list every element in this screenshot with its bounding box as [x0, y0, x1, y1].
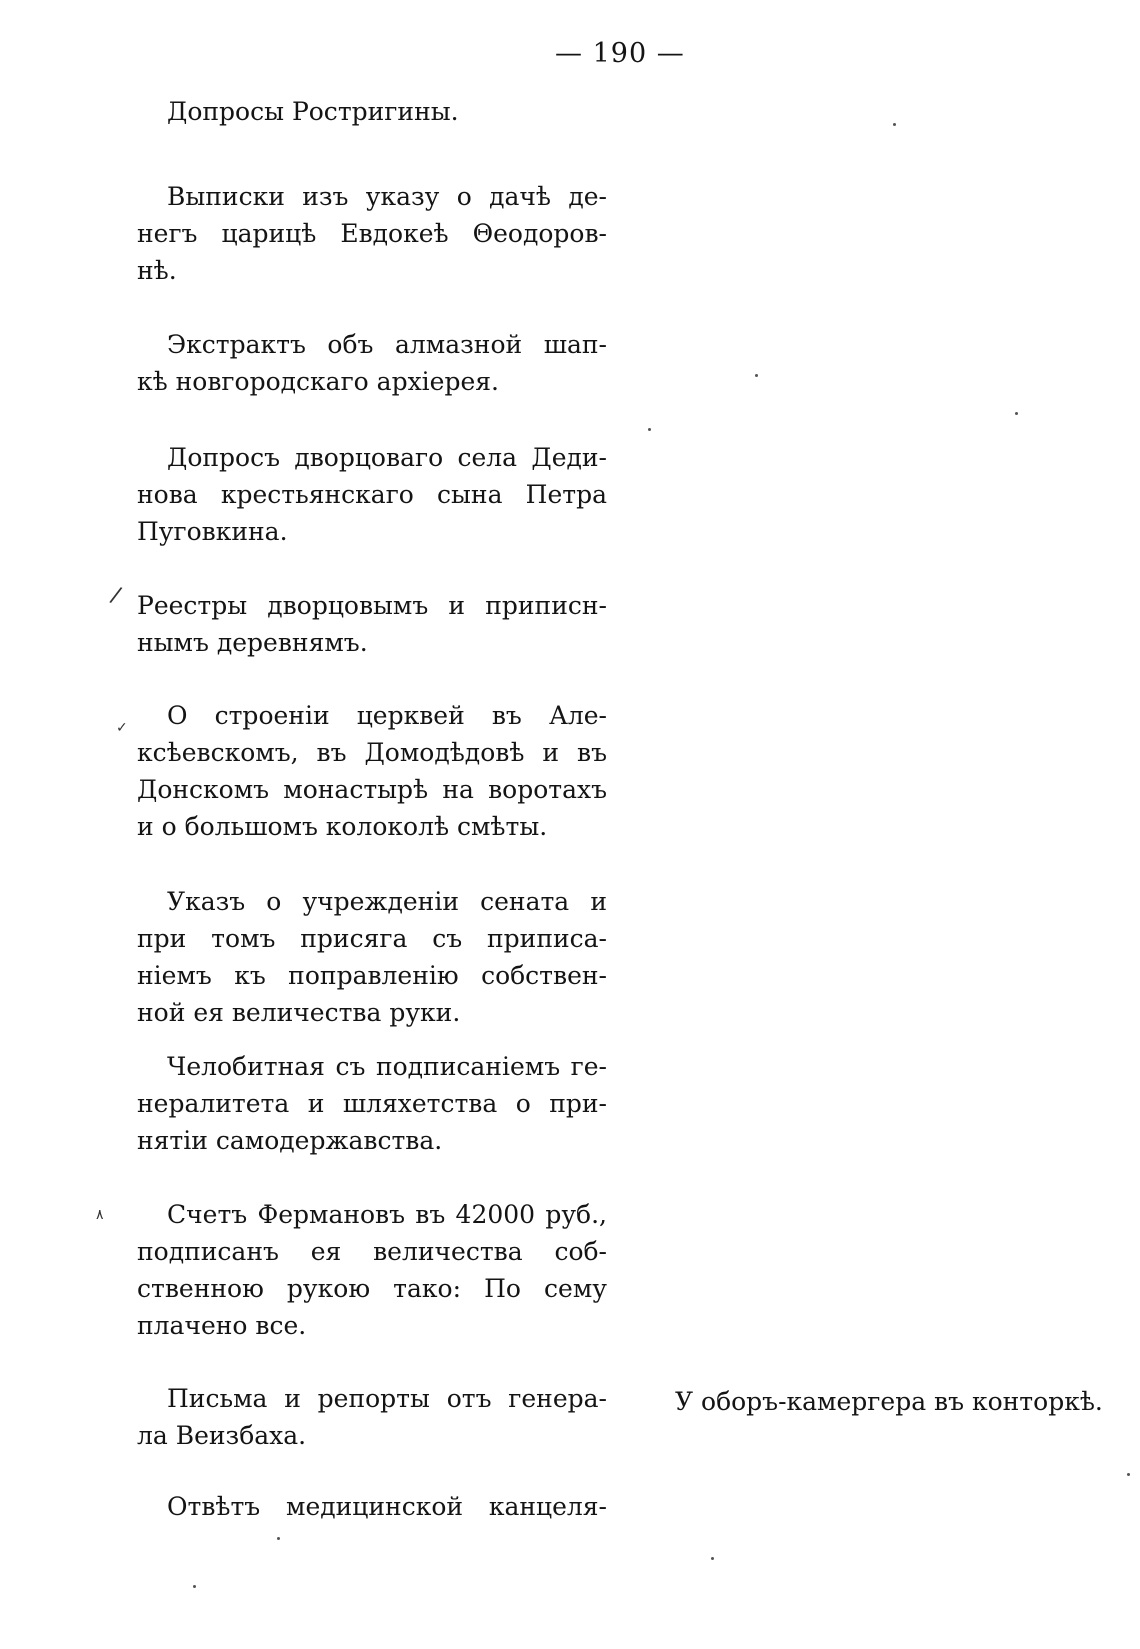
entry-line: Счетъ Фермановъ въ 42000 руб., — [167, 1200, 607, 1229]
entry-line: нымъ деревнямъ. — [137, 628, 368, 657]
scan-speck — [1015, 412, 1018, 415]
entry-line: Челобитная съ подписаніемъ ге- — [167, 1052, 607, 1081]
entry-5 — [137, 697, 607, 845]
entry-line: ніемъ къ поправленію собствен- — [137, 961, 607, 990]
entry-3 — [137, 439, 607, 550]
entry-line: ной ея величества руки. — [137, 998, 461, 1027]
entry-line: Экстрактъ объ алмазной шап- — [167, 330, 607, 359]
entry-line: при томъ присяга съ приписа- — [137, 924, 607, 953]
entry-line: негъ царицѣ Евдокеѣ Θеодоров- — [137, 219, 607, 248]
entry-line: Указъ о учрежденіи сената и — [167, 887, 607, 916]
scan-speck — [755, 374, 758, 377]
entry-4 — [137, 587, 607, 661]
scan-speck — [893, 123, 896, 126]
entry-line: ла Веизбаха. — [137, 1421, 307, 1450]
entry-0 — [137, 93, 607, 130]
entry-line: нѣ. — [137, 256, 177, 285]
entry-line: О строеніи церквей въ Але- — [167, 701, 607, 730]
pencil-tick-mark: ✓ — [116, 720, 128, 736]
entry-line: ксѣевскомъ, въ Домодѣдовѣ и въ — [137, 738, 607, 767]
scan-speck — [277, 1537, 280, 1540]
entry-1 — [137, 178, 607, 289]
side-note: У оборъ-камергера въ конторкѣ. — [675, 1387, 1103, 1416]
scan-speck — [1127, 1473, 1130, 1476]
entry-line: и о большомъ колоколѣ смѣты. — [137, 812, 548, 841]
scan-speck — [648, 428, 651, 431]
entry-line: Допросы Ростригины. — [167, 97, 459, 126]
entry-8 — [137, 1196, 607, 1344]
page-number: — 190 — — [555, 38, 685, 69]
entry-2 — [137, 326, 607, 400]
entry-line: нералитета и шляхетства о при- — [137, 1089, 607, 1118]
entry-line: Допросъ дворцоваго села Деди- — [167, 443, 607, 472]
entry-line: подписанъ ея величества соб- — [137, 1237, 607, 1266]
scan-speck — [193, 1585, 196, 1588]
entry-10 — [137, 1488, 607, 1525]
entry-line: кѣ новгородскаго архіерея. — [137, 367, 499, 396]
entry-line: плачено все. — [137, 1311, 307, 1340]
entry-7 — [137, 1048, 607, 1159]
pencil-check-mark: / — [107, 582, 124, 609]
entry-line: Донскомъ монастырѣ на воротахъ — [137, 775, 607, 804]
entry-line: Отвѣтъ медицинской канцеля- — [167, 1492, 607, 1521]
scan-speck — [711, 1557, 714, 1560]
entry-line: Реестры дворцовымъ и приписн- — [137, 591, 607, 620]
entry-line: нова крестьянскаго сына Петра — [137, 480, 607, 509]
entry-line: Письма и репорты отъ генера- — [167, 1384, 607, 1413]
entry-line: нятіи самодержавства. — [137, 1126, 443, 1155]
entry-line: Выписки изъ указу о дачѣ де- — [167, 182, 607, 211]
entry-6 — [137, 883, 607, 1031]
entry-line: Пуговкина. — [137, 517, 288, 546]
entry-line: ственною рукою тако: По сему — [137, 1274, 607, 1303]
pencil-tick-mark: ۸ — [96, 1207, 104, 1223]
entry-9 — [137, 1380, 607, 1454]
